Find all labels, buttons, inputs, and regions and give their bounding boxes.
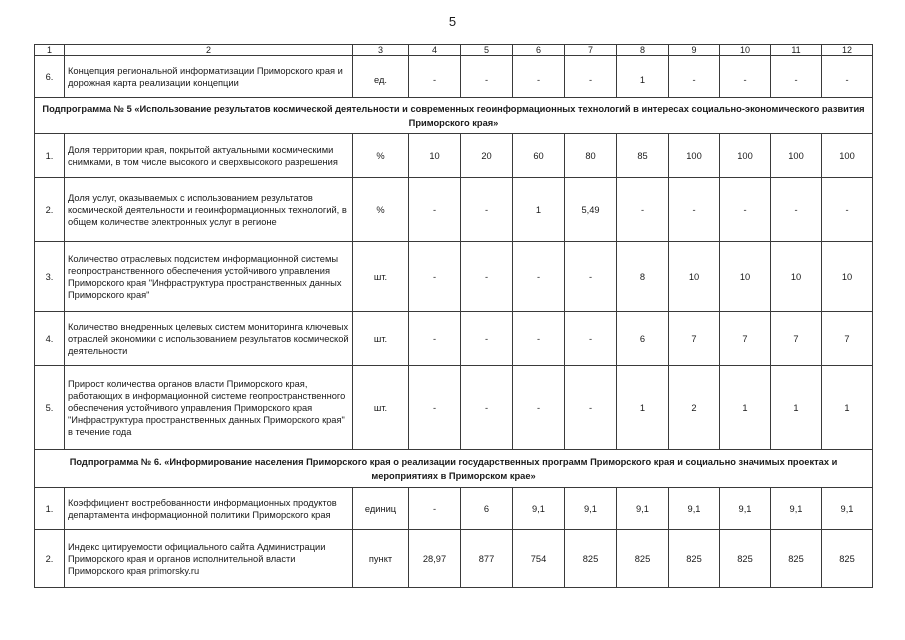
row-number: 1. (35, 488, 65, 530)
value-cell: 20 (461, 134, 513, 178)
value-cell: 10 (771, 242, 822, 312)
indicator-name: Доля услуг, оказываемых с использованием результатов космической деятельности и геоинформационных технологий, в общем количестве электронных услуг в регионе (65, 178, 353, 242)
value-cell: 1 (617, 366, 669, 450)
unit-cell: шт. (353, 242, 409, 312)
table-row (35, 56, 873, 98)
row-number: 2. (35, 178, 65, 242)
column-header: 3 (353, 45, 409, 56)
table-row (35, 242, 873, 312)
value-cell: 60 (513, 134, 565, 178)
column-header: 9 (669, 45, 720, 56)
value-cell: - (409, 312, 461, 366)
column-header: 5 (461, 45, 513, 56)
value-cell: - (669, 178, 720, 242)
value-cell: 9,1 (565, 488, 617, 530)
unit-cell: % (353, 134, 409, 178)
table-row (35, 488, 873, 530)
column-header: 12 (822, 45, 873, 56)
value-cell: 28,97 (409, 530, 461, 588)
value-cell: 7 (669, 312, 720, 366)
value-cell: 9,1 (720, 488, 771, 530)
unit-cell: пункт (353, 530, 409, 588)
row-number: 2. (35, 530, 65, 588)
value-cell: - (513, 56, 565, 98)
value-cell: - (565, 366, 617, 450)
value-cell: - (461, 178, 513, 242)
value-cell: 9,1 (617, 488, 669, 530)
unit-cell: % (353, 178, 409, 242)
value-cell: 825 (720, 530, 771, 588)
subprogram-title: Подпрограмма № 6. «Информирование населения Приморского края о реализации государственных программ Приморского края и социально значимых проектах и мероприятиях в Приморском крае» (35, 450, 873, 488)
value-cell: - (669, 56, 720, 98)
value-cell: 100 (669, 134, 720, 178)
unit-cell: единиц (353, 488, 409, 530)
value-cell: 10 (822, 242, 873, 312)
value-cell: 9,1 (513, 488, 565, 530)
column-header: 1 (35, 45, 65, 56)
value-cell: 10 (720, 242, 771, 312)
subprogram-row (35, 450, 873, 488)
value-cell: 10 (409, 134, 461, 178)
value-cell: 100 (771, 134, 822, 178)
value-cell: 100 (720, 134, 771, 178)
value-cell: 7 (822, 312, 873, 366)
value-cell: 1 (720, 366, 771, 450)
unit-cell: ед. (353, 56, 409, 98)
row-number: 4. (35, 312, 65, 366)
value-cell: 1 (822, 366, 873, 450)
value-cell: - (771, 56, 822, 98)
table-row (35, 312, 873, 366)
indicators-table (34, 44, 873, 588)
value-cell: - (617, 178, 669, 242)
value-cell: 9,1 (669, 488, 720, 530)
value-cell: - (513, 312, 565, 366)
value-cell: 80 (565, 134, 617, 178)
value-cell: 7 (720, 312, 771, 366)
value-cell: 825 (617, 530, 669, 588)
indicator-name: Прирост количества органов власти Приморского края, работающих в информационной системе геопространственного обеспечения устойчивого управления Приморского края "Инфраструктура пространственных данных Приморского края" в течение года (65, 366, 353, 450)
indicator-name: Доля территории края, покрытой актуальными космическими снимками, в том числе высокого и сверхвысокого разрешения (65, 134, 353, 178)
column-header: 6 (513, 45, 565, 56)
column-header: 2 (65, 45, 353, 56)
value-cell: 1 (617, 56, 669, 98)
column-header: 7 (565, 45, 617, 56)
value-cell: - (409, 178, 461, 242)
value-cell: - (565, 242, 617, 312)
value-cell: 6 (461, 488, 513, 530)
value-cell: - (461, 366, 513, 450)
column-header: 4 (409, 45, 461, 56)
value-cell: - (822, 178, 873, 242)
value-cell: - (513, 366, 565, 450)
value-cell: - (409, 56, 461, 98)
value-cell: 7 (771, 312, 822, 366)
page-number: 5 (448, 14, 457, 29)
row-number: 6. (35, 56, 65, 98)
value-cell: - (565, 312, 617, 366)
value-cell: 877 (461, 530, 513, 588)
indicator-name: Коэффициент востребованности информационных продуктов департамента информационной политики Приморского края (65, 488, 353, 530)
column-header-row (35, 45, 873, 56)
value-cell: 754 (513, 530, 565, 588)
value-cell: - (720, 56, 771, 98)
value-cell: 85 (617, 134, 669, 178)
indicator-name: Количество внедренных целевых систем мониторинга ключевых отраслей экономики с использованием результатов космической деятельности (65, 312, 353, 366)
table-row (35, 530, 873, 588)
indicator-name: Количество отраслевых подсистем информационной системы геопространственного обеспечения устойчивого управления Приморского края "Инфраструктура пространственных данных Приморского края" (65, 242, 353, 312)
indicator-name: Концепция региональной информатизации Приморского края и дорожная карта реализации концепции (65, 56, 353, 98)
value-cell: 825 (771, 530, 822, 588)
unit-cell: шт. (353, 312, 409, 366)
value-cell: - (513, 242, 565, 312)
value-cell: 825 (565, 530, 617, 588)
value-cell: 6 (617, 312, 669, 366)
value-cell: 100 (822, 134, 873, 178)
value-cell: - (409, 488, 461, 530)
value-cell: - (565, 56, 617, 98)
column-header: 11 (771, 45, 822, 56)
value-cell: 9,1 (771, 488, 822, 530)
value-cell: 825 (822, 530, 873, 588)
row-number: 3. (35, 242, 65, 312)
value-cell: - (409, 242, 461, 312)
table-row (35, 366, 873, 450)
value-cell: 9,1 (822, 488, 873, 530)
subprogram-title: Подпрограмма № 5 «Использование результатов космической деятельности и современных геоинформационных технологий в интересах социально-экономического развития Приморского края» (35, 98, 873, 134)
row-number: 1. (35, 134, 65, 178)
value-cell: 1 (513, 178, 565, 242)
table-row (35, 178, 873, 242)
column-header: 10 (720, 45, 771, 56)
value-cell: - (771, 178, 822, 242)
value-cell: - (461, 242, 513, 312)
value-cell: 5,49 (565, 178, 617, 242)
row-number: 5. (35, 366, 65, 450)
value-cell: - (461, 312, 513, 366)
value-cell: - (409, 366, 461, 450)
value-cell: 10 (669, 242, 720, 312)
table-row (35, 134, 873, 178)
value-cell: 8 (617, 242, 669, 312)
subprogram-row (35, 98, 873, 134)
value-cell: - (720, 178, 771, 242)
value-cell: 2 (669, 366, 720, 450)
value-cell: 825 (669, 530, 720, 588)
unit-cell: шт. (353, 366, 409, 450)
column-header: 8 (617, 45, 669, 56)
indicator-name: Индекс цитируемости официального сайта Администрации Приморского края и органов исполнительной власти Приморского края primorsky.ru (65, 530, 353, 588)
value-cell: - (461, 56, 513, 98)
value-cell: - (822, 56, 873, 98)
value-cell: 1 (771, 366, 822, 450)
